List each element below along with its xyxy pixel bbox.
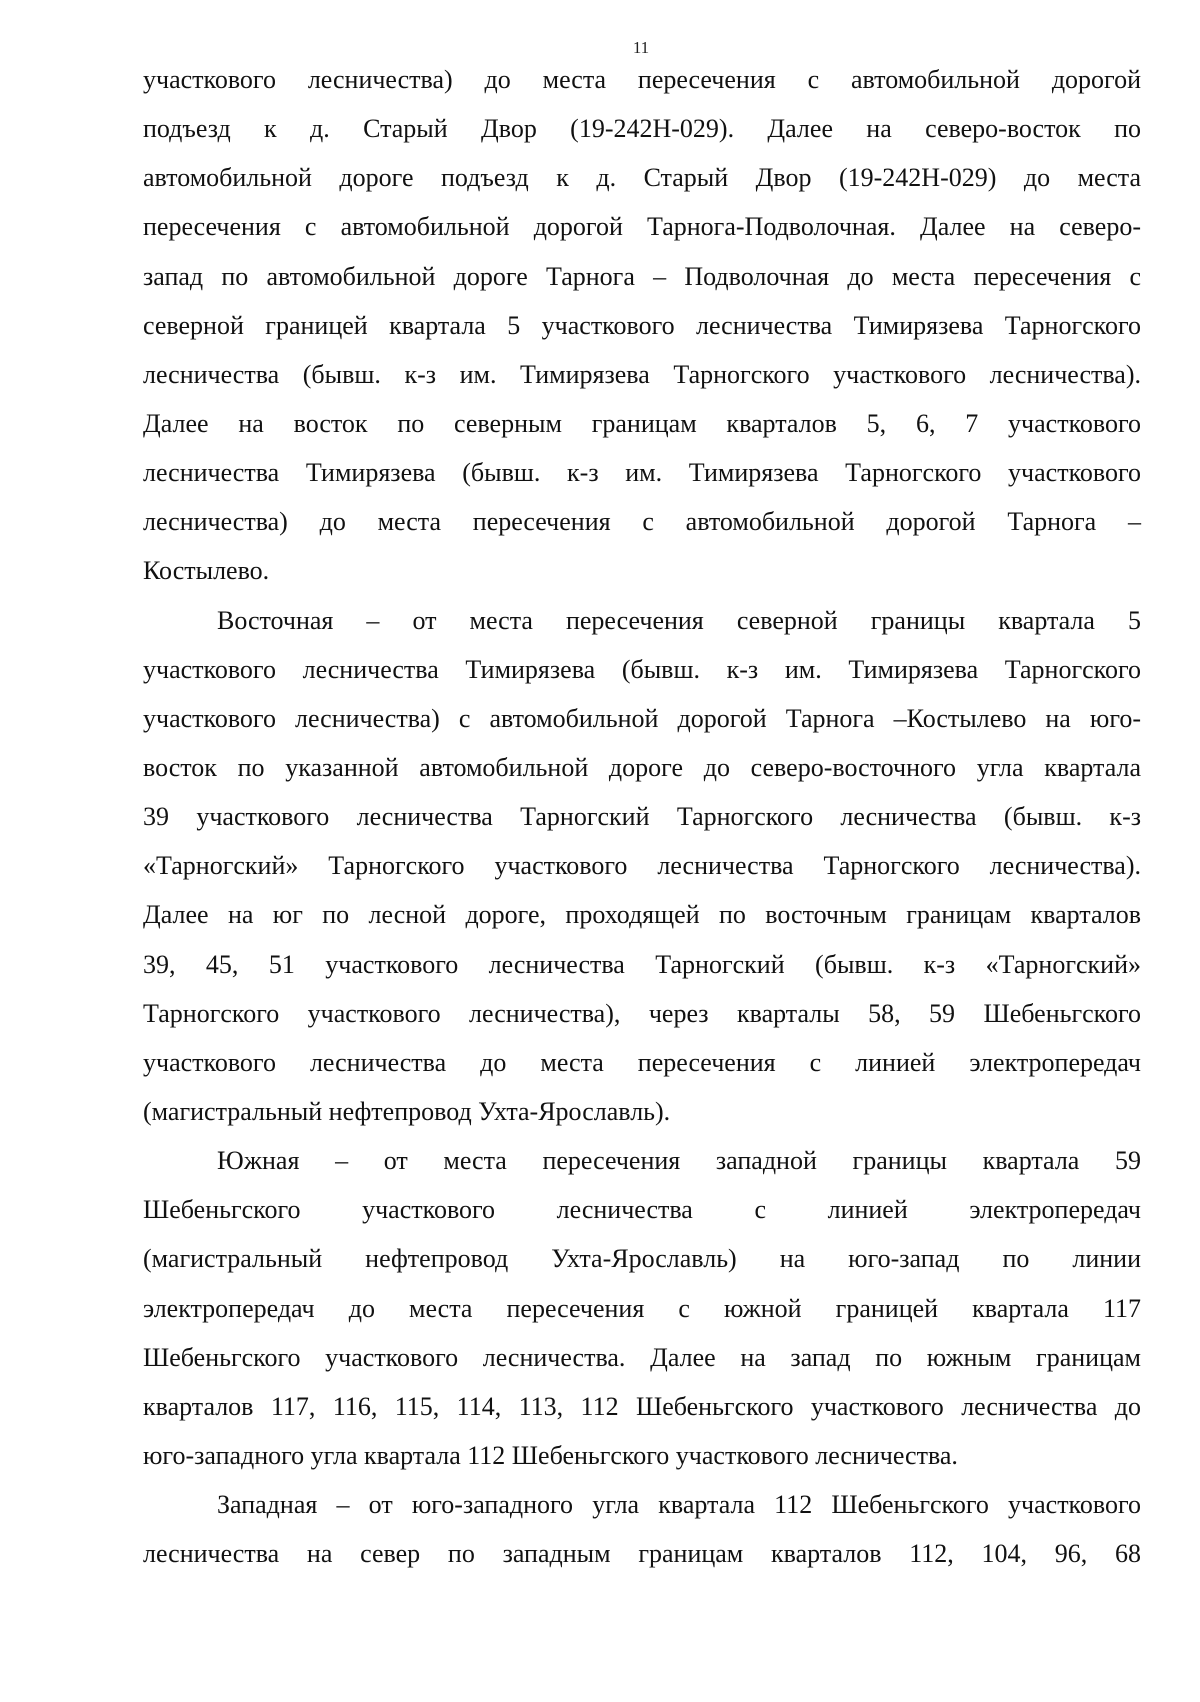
text-line: лесничества (бывш. к-з им. Тимирязева Тарногского участкового лесничества). — [143, 359, 1141, 389]
text-line: 39 участкового лесничества Тарногский Тарногского лесничества (бывш. к-з — [143, 802, 1141, 832]
text-line: участкового лесничества до места пересечения с линией электропередач — [143, 1047, 1141, 1077]
text-line: Шебеньгского участкового лесничества с линией электропередач — [143, 1195, 1141, 1225]
text-line: Западная – от юго-западного угла квартала 112 Шебеньгского участкового — [217, 1490, 1141, 1520]
text-line: автомобильной дороге подъезд к д. Старый Двор (19-242Н-029) до места — [143, 163, 1141, 193]
text-line: Южная – от места пересечения западной границы квартала 59 — [217, 1146, 1141, 1176]
text-line: юго-западного угла квартала 112 Шебеньгского участкового лесничества. — [143, 1440, 958, 1470]
text-line: «Тарногский» Тарногского участкового лесничества Тарногского лесничества). — [143, 851, 1141, 881]
text-line: Костылево. — [143, 556, 270, 586]
text-line: лесничества Тимирязева (бывш. к-з им. Тимирязева Тарногского участкового — [143, 458, 1141, 488]
page-number: 11 — [632, 38, 650, 57]
text-line: лесничества) до места пересечения с автомобильной дорогой Тарнога – — [143, 507, 1141, 537]
text-line: участкового лесничества) с автомобильной дорогой Тарнога –Костылево на юго- — [143, 703, 1141, 733]
text-line: северной границей квартала 5 участкового лесничества Тимирязева Тарногского — [143, 310, 1141, 340]
text-line: восток по указанной автомобильной дороге до северо-восточного угла квартала — [143, 752, 1141, 782]
text-line: (магистральный нефтепровод Ухта-Ярославль) на юго-запад по линии — [143, 1244, 1141, 1274]
text-line: электропередач до места пересечения с южной границей квартала 117 — [143, 1293, 1141, 1323]
text-line: Тарногского участкового лесничества), через кварталы 58, 59 Шебеньгского — [143, 998, 1141, 1028]
text-line: участкового лесничества Тимирязева (бывш. к-з им. Тимирязева Тарногского — [143, 654, 1141, 684]
text-line: (магистральный нефтепровод Ухта-Ярославль). — [143, 1096, 671, 1126]
text-line: Далее на восток по северным границам кварталов 5, 6, 7 участкового — [143, 408, 1141, 438]
text-line: Далее на юг по лесной дороге, проходящей по восточным границам кварталов — [143, 900, 1141, 930]
text-line: участкового лесничества) до места пересечения с автомобильной дорогой — [143, 65, 1141, 94]
text-line: кварталов 117, 116, 115, 114, 113, 112 Шебеньгского участкового лесничества до — [143, 1391, 1141, 1421]
text-line: 39, 45, 51 участкового лесничества Тарногский (бывш. к-з «Тарногский» — [143, 949, 1141, 979]
text-line: Восточная – от места пересечения северной границы квартала 5 — [217, 605, 1141, 635]
text-line: пересечения с автомобильной дорогой Тарнога-Подволочная. Далее на северо- — [143, 212, 1141, 242]
text-line: запад по автомобильной дороге Тарнога – Подволочная до места пересечения с — [143, 261, 1141, 291]
text-line: лесничества на север по западным границам кварталов 112, 104, 96, 68 — [143, 1539, 1141, 1569]
text-line: Шебеньгского участкового лесничества. Далее на запад по южным границам — [143, 1342, 1141, 1372]
document-body — [143, 55, 1141, 1578]
text-line: подъезд к д. Старый Двор (19-242Н-029). Далее на северо-восток по — [143, 114, 1141, 144]
